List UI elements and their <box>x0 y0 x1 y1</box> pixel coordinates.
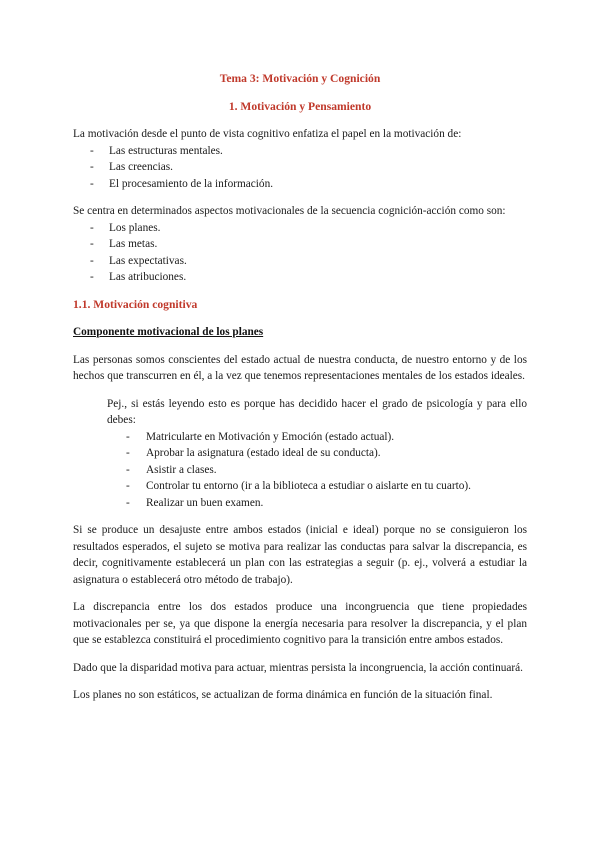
list-item: - El procesamiento de la información. <box>73 176 527 193</box>
list-item: - Las atribuciones. <box>73 269 527 286</box>
document-title: Tema 3: Motivación y Cognición <box>219 72 381 85</box>
list-item: - Las creencias. <box>73 159 527 176</box>
section-heading: 1. Motivación y Pensamiento <box>228 99 372 113</box>
list-item: - Las estructuras mentales. <box>73 143 527 160</box>
paragraph: Las personas somos conscientes del estado actual de nuestra conducta, de nuestro entorno y de los hechos que transcurren en él, a la vez que tenemos representaciones mentales de los estados ideales. <box>73 353 527 382</box>
component-heading: Componente motivacional de los planes <box>73 326 264 338</box>
example-paragraph: Pej., si estás leyendo esto es porque has decidido hacer el grado de psicología y para ello debes: <box>107 397 527 426</box>
list-item: - Los planes. <box>73 220 527 237</box>
paragraph: Los planes no son estáticos, se actualizan de forma dinámica en función de la situación final. <box>73 689 493 701</box>
list-item: - Aprobar la asignatura (estado ideal de su conducta). <box>107 445 527 462</box>
list-item: - Las expectativas. <box>73 253 527 270</box>
list-item: - Matricularte en Motivación y Emoción (estado actual). <box>107 429 527 446</box>
list-item: - Realizar un buen examen. <box>107 495 527 512</box>
list-item: - Controlar tu entorno (ir a la biblioteca a estudiar o aislarte en tu cuarto). <box>107 478 527 495</box>
aspects-paragraph: Se centra en determinados aspectos motivacionales de la secuencia cognición-acción como son: <box>73 205 506 217</box>
paragraph: Dado que la disparidad motiva para actuar, mientras persista la incongruencia, la acción continuará. <box>73 661 523 674</box>
list-item: - Asistir a clases. <box>107 462 527 479</box>
intro-paragraph: La motivación desde el punto de vista cognitivo enfatiza el papel en la motivación de: <box>73 128 462 140</box>
example-list <box>107 429 527 512</box>
subsection-heading: 1.1. Motivación cognitiva <box>73 297 198 311</box>
paragraph: Si se produce un desajuste entre ambos estados (inicial e ideal) porque no se consiguieron los resultados esperados, el sujeto se motiva para realizar las conductas para salvar la discrepancia, es decir, cognitivamente establecerá un plan con las estrategias a seguir (p. ej., volverá a estudiar la asignatura o establecerá otro método de trabajo). <box>73 524 527 586</box>
cognitive-list <box>73 143 527 193</box>
list-item: - Las metas. <box>73 236 527 253</box>
paragraph: La discrepancia entre los dos estados produce una incongruencia que tiene propiedades motivacionales per se, ya que dispone la energía necesaria para resolver la discrepancia, y el plan que se establezca constituirá el procedimiento cognitivo para la transición entre ambos estados. <box>73 601 527 646</box>
aspects-list <box>73 220 527 286</box>
